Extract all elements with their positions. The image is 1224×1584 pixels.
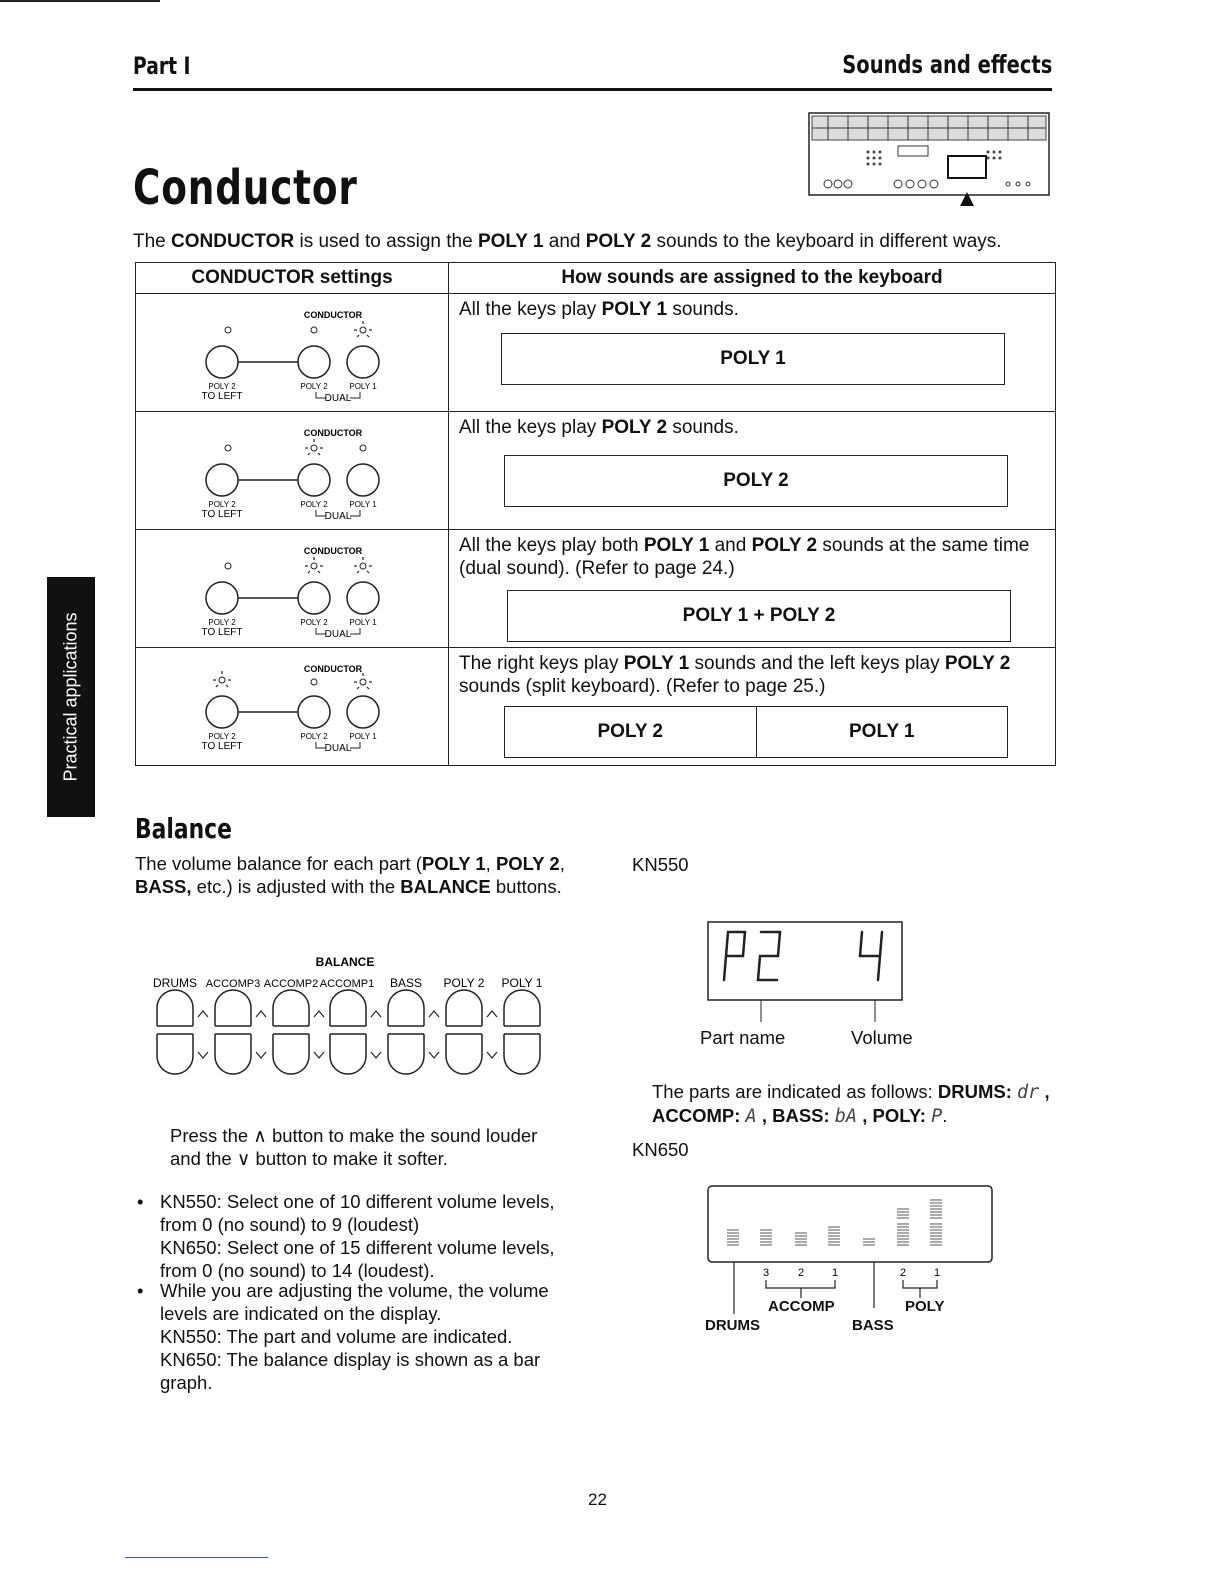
bullet-dot-1: • xyxy=(137,1191,144,1212)
intro-text: The CONDUCTOR is used to assign the POLY 1 and POLY 2 sounds to the keyboard in different ways. xyxy=(133,231,1002,252)
bottom-rule xyxy=(125,1557,268,1558)
split-right-label: POLY 1 xyxy=(849,721,915,742)
svg-text:CONDUCTOR: CONDUCTOR xyxy=(303,546,363,556)
kn650-drums-label: DRUMS xyxy=(705,1317,760,1334)
svg-text:TO LEFT: TO LEFT xyxy=(201,391,243,402)
svg-text:2: 2 xyxy=(797,1267,805,1279)
svg-text:1: 1 xyxy=(831,1267,839,1279)
conductor-panel-icon xyxy=(136,530,448,642)
col-header-assignment: How sounds are assigned to the keyboard xyxy=(449,263,1056,294)
svg-text:2: 2 xyxy=(899,1267,907,1279)
table-row xyxy=(136,294,1056,412)
bullet-2: While you are adjusting the volume, the volume levels are indicated on the display. KN550: The part and volume are indicated. KN650: The balance display is shown as a bar graph. xyxy=(160,1280,549,1393)
svg-text:POLY 2: POLY 2 xyxy=(300,732,328,741)
svg-text:DUAL: DUAL xyxy=(324,393,352,404)
conductor-setting-4 xyxy=(136,648,449,766)
conductor-setting-1 xyxy=(136,294,449,412)
svg-text:POLY 2: POLY 2 xyxy=(208,500,236,509)
keyboard-split-box: POLY 1 + POLY 2 xyxy=(507,590,1011,642)
top-edge-rule xyxy=(0,0,160,2)
kn550-label: KN550 xyxy=(632,854,689,875)
keyboard-split-box xyxy=(504,706,1008,758)
header-part: Part I xyxy=(133,52,191,80)
conductor-panel-icon xyxy=(136,294,448,406)
svg-text:POLY 2: POLY 2 xyxy=(300,500,328,509)
kn650-bar-display xyxy=(700,1182,1000,1279)
header-section: Sounds and effects xyxy=(841,50,1052,79)
page-title: Conductor xyxy=(133,160,358,216)
svg-text:DUAL: DUAL xyxy=(324,629,352,640)
svg-text:POLY 1: POLY 1 xyxy=(349,618,377,627)
press-instruction: Press the ∧ button to make the sound louder and the ∨ button to make it softer. xyxy=(170,1125,538,1169)
svg-text:POLY 2: POLY 2 xyxy=(443,976,485,990)
table-row xyxy=(136,530,1056,648)
balance-buttons-illustration xyxy=(148,948,548,1088)
kn650-poly-label: POLY xyxy=(905,1298,945,1315)
assignment-desc-3: All the keys play both POLY 1 and POLY 2 sounds at the same time (dual sound). (Refer to page 24.) POLY 1 + POLY 2 xyxy=(449,530,1056,648)
svg-text:POLY 2: POLY 2 xyxy=(208,382,236,391)
svg-text:ACCOMP2: ACCOMP2 xyxy=(263,978,319,990)
svg-text:ACCOMP3: ACCOMP3 xyxy=(205,978,261,990)
keyboard-split-box: POLY 2 xyxy=(504,455,1008,507)
svg-text:TO LEFT: TO LEFT xyxy=(201,741,243,752)
svg-text:CONDUCTOR: CONDUCTOR xyxy=(303,428,363,438)
header-rule xyxy=(133,88,1052,91)
svg-text:1: 1 xyxy=(933,1267,941,1279)
svg-text:DRUMS: DRUMS xyxy=(153,976,197,990)
kn550-part-name: Part name xyxy=(700,1027,786,1048)
svg-text:POLY 2: POLY 2 xyxy=(300,618,328,627)
svg-text:POLY 1: POLY 1 xyxy=(349,500,377,509)
svg-text:DUAL: DUAL xyxy=(324,511,352,522)
kn550-lcd-display xyxy=(700,918,910,1028)
svg-text:DUAL: DUAL xyxy=(324,743,352,754)
svg-text:CONDUCTOR: CONDUCTOR xyxy=(303,664,363,674)
page-number: 22 xyxy=(588,1490,607,1509)
conductor-setting-2 xyxy=(136,412,449,530)
kn650-bass-label: BASS xyxy=(852,1317,894,1334)
table-row xyxy=(136,648,1056,766)
svg-text:ACCOMP1: ACCOMP1 xyxy=(319,978,375,990)
conductor-table xyxy=(135,262,1056,766)
keyboard-split-box: POLY 1 xyxy=(501,333,1005,385)
svg-text:POLY 2: POLY 2 xyxy=(208,732,236,741)
kn550-volume: Volume xyxy=(851,1027,913,1048)
svg-text:POLY 2: POLY 2 xyxy=(208,618,236,627)
assignment-desc-1: All the keys play POLY 1 sounds. POLY 1 xyxy=(449,294,1056,412)
conductor-panel-icon xyxy=(136,648,448,760)
kn550-parts-text: The parts are indicated as follows: DRUMS: dr , ACCOMP: A , BASS: bA , POLY: P. xyxy=(652,1081,1050,1127)
conductor-setting-3 xyxy=(136,530,449,648)
balance-intro: The volume balance for each part (POLY 1, POLY 2, BASS, etc.) is adjusted with the BALANCE buttons. xyxy=(135,853,565,897)
svg-text:BALANCE: BALANCE xyxy=(315,955,375,969)
svg-text:TO LEFT: TO LEFT xyxy=(201,509,243,520)
kn650-accomp-label: ACCOMP xyxy=(768,1298,835,1315)
svg-text:CONDUCTOR: CONDUCTOR xyxy=(303,310,363,320)
svg-text:POLY 1: POLY 1 xyxy=(349,732,377,741)
svg-text:POLY 2: POLY 2 xyxy=(300,382,328,391)
bullet-1: KN550: Select one of 10 different volume levels, from 0 (no sound) to 9 (loudest) KN650: Select one of 15 different volume levels, from 0 (no sound) to 14 (loudest). xyxy=(160,1191,555,1281)
assignment-desc-2: All the keys play POLY 2 sounds. POLY 2 xyxy=(449,412,1056,530)
balance-heading: Balance xyxy=(135,812,232,845)
svg-text:BASS: BASS xyxy=(389,976,423,990)
split-left-label: POLY 2 xyxy=(505,707,757,757)
assignment-desc-4: The right keys play POLY 1 sounds and the left keys play POLY 2 sounds (split keyboard). (Refer to page 25.) POLY 2 POLY 1 xyxy=(449,648,1056,766)
svg-text:TO LEFT: TO LEFT xyxy=(201,627,243,638)
control-panel-illustration xyxy=(808,112,1050,208)
conductor-panel-icon xyxy=(136,412,448,524)
col-header-settings: CONDUCTOR settings xyxy=(136,263,449,294)
bullet-dot-2: • xyxy=(137,1280,144,1301)
svg-text:3: 3 xyxy=(762,1267,770,1279)
side-tab: Practical applications xyxy=(47,577,95,817)
table-row xyxy=(136,412,1056,530)
svg-text:POLY 1: POLY 1 xyxy=(501,976,543,990)
svg-text:POLY 1: POLY 1 xyxy=(349,382,377,391)
kn650-label: KN650 xyxy=(632,1139,689,1160)
